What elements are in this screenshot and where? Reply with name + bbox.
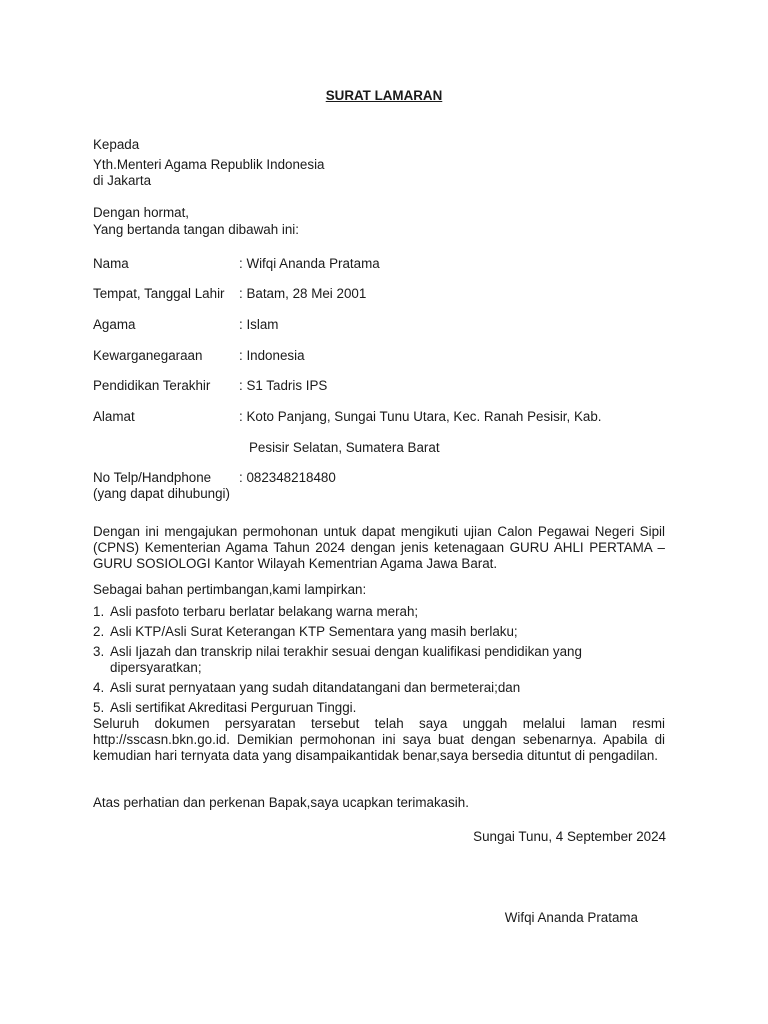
list-item-number: 1.: [93, 604, 105, 619]
list-item-text: Asli Ijazah dan transkrip nilai terakhir sesuai dengan kualifikasi pendidikan yang dipersyaratkan;: [110, 644, 582, 675]
attachments-list: [93, 604, 665, 720]
list-item: [93, 680, 665, 696]
address-label: Alamat: [93, 409, 135, 424]
recipient-line-3: di Jakarta: [93, 173, 152, 188]
citizenship-label: Kewarganegaraan: [93, 348, 203, 363]
education-value: : S1 Tadris IPS: [239, 378, 328, 393]
religion-label: Agama: [93, 317, 136, 332]
address-value-line-2: Pesisir Selatan, Sumatera Barat: [249, 440, 440, 455]
birth-label: Tempat, Tanggal Lahir: [93, 286, 225, 301]
phone-value: : 082348218480: [239, 470, 336, 485]
list-item-text: Asli pasfoto terbaru berlatar belakang warna merah;: [110, 604, 419, 619]
list-item-text: Asli KTP/Asli Surat Keterangan KTP Sementara yang masih berlaku;: [110, 624, 518, 639]
recipient-line-1: Kepada: [93, 137, 140, 152]
name-value: : Wifqi Ananda Pratama: [239, 256, 380, 271]
birth-value: : Batam, 28 Mei 2001: [239, 286, 367, 301]
attachments-intro: Sebagai bahan pertimbangan,kami lampirkan:: [93, 582, 367, 597]
recipient-line-2: Yth.Menteri Agama Republik Indonesia: [93, 157, 325, 172]
address-value-line-1: : Koto Panjang, Sungai Tunu Utara, Kec. Ranah Pesisir, Kab.: [239, 409, 602, 424]
citizenship-value: : Indonesia: [239, 348, 305, 363]
list-item-number: 5.: [93, 700, 105, 715]
list-item: [93, 644, 665, 676]
list-item-text: Asli sertifikat Akreditasi Perguruan Tinggi.: [110, 700, 357, 715]
greeting-line-1: Dengan hormat,: [93, 205, 190, 220]
religion-value: : Islam: [239, 317, 279, 332]
name-label: Nama: [93, 256, 129, 271]
list-item: [93, 624, 665, 640]
thanks-line: Atas perhatian dan perkenan Bapak,saya ucapkan terimakasih.: [93, 795, 469, 810]
list-item-number: 3.: [93, 644, 105, 659]
phone-sublabel: (yang dapat dihubungi): [93, 486, 230, 501]
list-item: [93, 604, 665, 620]
closing-paragraph: Seluruh dokumen persyaratan tersebut telah saya unggah melalui laman resmi http://sscasn.bkn.go.id. Demikian permohonan ini saya buat dengan sebenarnya. Apabila di kemudian hari ternyata data yang disampaikantidak benar,saya bersedia dituntut di pengadilan.: [93, 716, 665, 763]
list-item-text: Asli surat pernyataan yang sudah ditandatangani dan bermeterai;dan: [110, 680, 521, 695]
signature-name: Wifqi Ananda Pratama: [504, 910, 638, 925]
list-item-number: 4.: [93, 680, 105, 695]
greeting-line-2: Yang bertanda tangan dibawah ini:: [93, 222, 299, 237]
body-paragraph: Dengan ini mengajukan permohonan untuk dapat mengikuti ujian Calon Pegawai Negeri Sipil (CPNS) Kementerian Agama Tahun 2024 dengan jenis ketenagaan GURU AHLI PERTAMA – GURU SOSIOLOGI Kantor Wilayah Kementrian Agama Jawa Barat.: [93, 524, 665, 571]
place-date: Sungai Tunu, 4 September 2024: [473, 829, 666, 844]
phone-label: No Telp/Handphone: [93, 470, 212, 485]
list-item-number: 2.: [93, 624, 105, 639]
list-item: [93, 700, 665, 716]
letter-title: SURAT LAMARAN: [325, 88, 443, 103]
education-label: Pendidikan Terakhir: [93, 378, 211, 393]
